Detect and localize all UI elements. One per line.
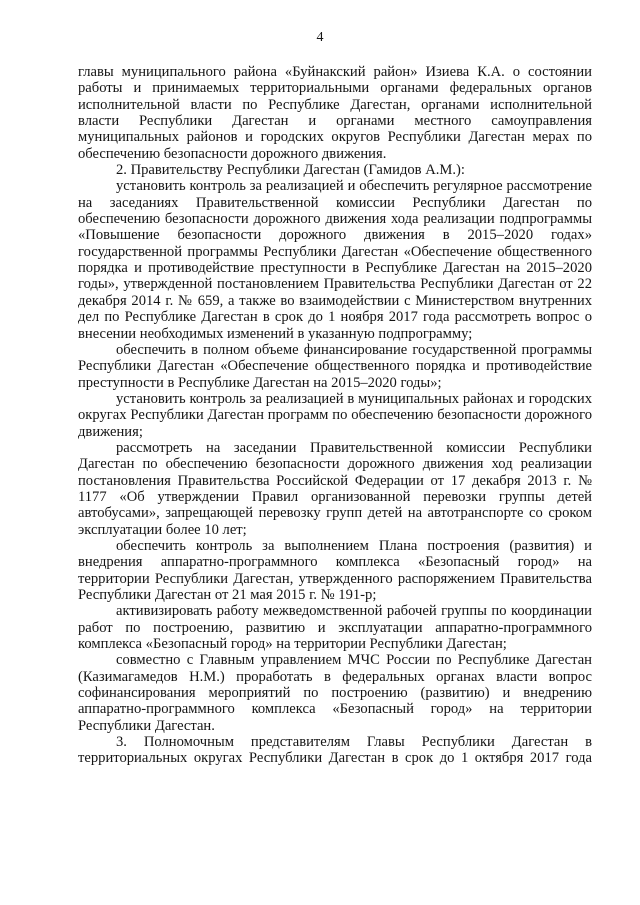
paragraph-emergency-cofinancing: совместно с Главным управлением МЧС России по Республике Дагестан (Казимагамедов Н.М.) проработать в федеральных органах власти вопрос софинансирования мероприятий по построению (развитию) и внедрению аппаратно-программного комплекса «Безопасный город» на территории Республики Дагестан. xyxy=(78,652,592,734)
paragraph-safe-city-plan: обеспечить контроль за выполнением Плана построения (развития) и внедрения аппаратно-программного комплекса «Безопасный город» на территории Республики Дагестан, утвержденного распоряжением Правительства Республики Дагестан от 21 мая 2015 г. № 191-р; xyxy=(78,537,592,603)
document-body xyxy=(78,64,592,767)
paragraph-item-2-heading: 2. Правительству Республики Дагестан (Гамидов А.М.): xyxy=(116,162,465,179)
paragraph-working-group: активизировать работу межведомственной рабочей группы по координации работ по построению, развитию и эксплуатации аппаратно-программного комплекса «Безопасный город» на территории Республики Дагестан; xyxy=(78,603,592,653)
paragraph-financing: обеспечить в полном объеме финансирование государственной программы Республики Дагестан «Обеспечение общественного порядка и противодействие преступности в Республике Дагестан на 2015–2020 годы»; xyxy=(78,341,592,391)
paragraph-children-transport: рассмотреть на заседании Правительственной комиссии Республики Дагестан по обеспечению безопасности дорожного движения ход реализации постановления Правительства Российской Федерации от 17 декабря 2013 г. № 1177 «Об утверждении Правил организованной перевозки группы детей автобусами», запрещающей перевозку групп детей на автотранспорте со сроком эксплуатации более 10 лет; xyxy=(78,439,592,538)
paragraph-continuation: главы муниципального района «Буйнакский район» Изиева К.А. о состоянии работы и принимаемых территориальными органами федеральных органов исполнительной власти по Республике Дагестан, органами исполнительной власти Республики Дагестан и органами местного самоуправления муниципальных районов и городских округов Республики Дагестан мерах по обеспечению безопасности дорожного движения. xyxy=(78,64,592,162)
paragraph-item-3: 3. Полномочным представителям Главы Республики Дагестан в территориальных округах Республики Дагестан в срок до 1 октября 2017 года xyxy=(78,734,592,767)
page-number: 4 xyxy=(316,30,324,45)
paragraph-control-subprogram: установить контроль за реализацией и обеспечить регулярное рассмотрение на заседаниях Правительственной комиссии Республики Дагестан по обеспечению безопасности дорожного движения хода реализации подпрограммы «Повышение безопасности дорожного движения в 2015–2020 годах» государственной программы Республики Дагестан «Обеспечение общественного порядка и противодействие преступности в Республике Дагестан на 2015–2020 годы», утвержденной постановлением Правительства Республики Дагестан от 22 декабря 2014 г. № 659, а также во взаимодействии с Министерством внутренних дел по Республике Дагестан в срок до 1 ноября 2017 года рассмотреть вопрос о внесении необходимых изменений в указанную подпрограмму; xyxy=(78,178,592,342)
paragraph-municipal-control: установить контроль за реализацией в муниципальных районах и городских округах Республики Дагестан программ по обеспечению безопасности дорожного движения; xyxy=(78,390,592,440)
